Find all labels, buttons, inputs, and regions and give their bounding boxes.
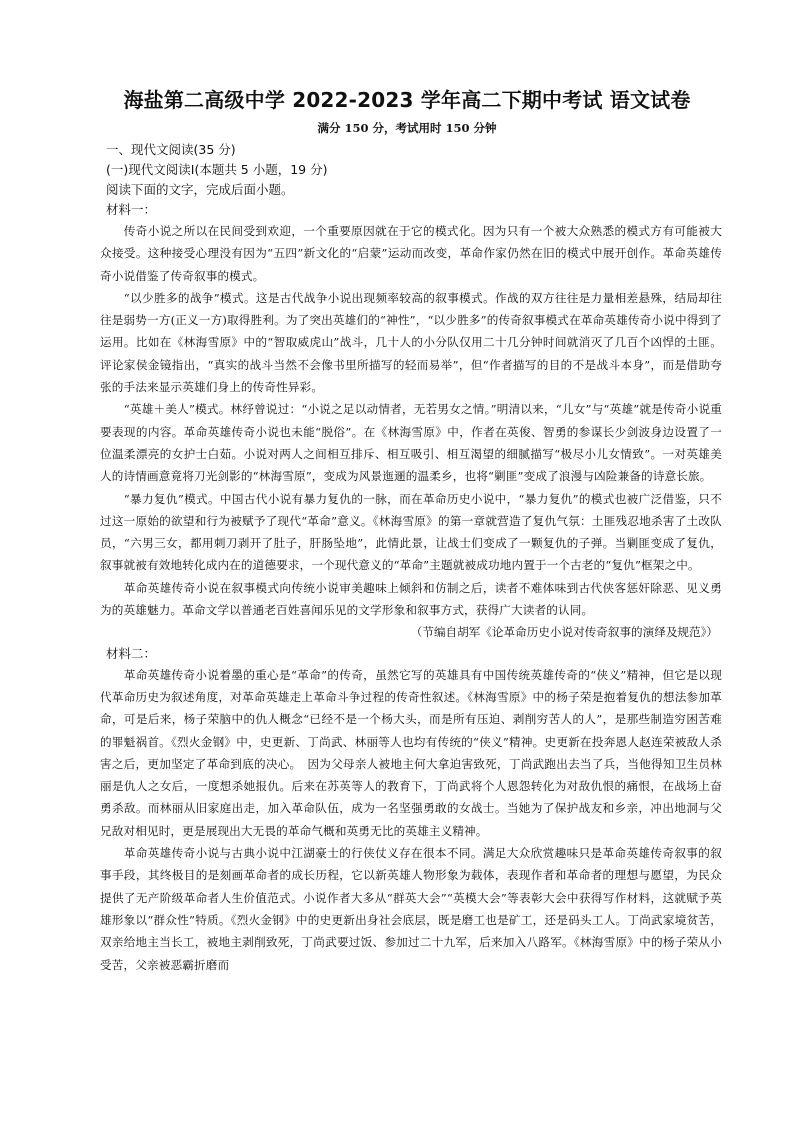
material-1-source: （节编自胡军《论革命历史小说对传奇叙事的演绎及规范》）: [410, 625, 718, 640]
material-2-label: 材料二：: [106, 645, 157, 661]
exam-meta: 满分 150 分，考试用时 150 分钟: [317, 121, 497, 135]
material-2-paragraph: 革命英雄传奇小说着墨的重心是“革命”的传奇，虽然它写的英雄具有中国传统英雄传奇的“侠义”精神，但它是以现代革命历史为叙述角度，对革命英雄走上革命斗争过程的传奇性叙述。《林海雪原》中的杨子荣是抱着复仇的想法参加革命，可是后来，杨子荣脑中的仇人概念“已经不是一个杨大头，而是所有压迫、剥削穷苦人的人”，是那些制造穷困苦难的罪魁祸首。《烈火金钢》中，史更新、丁尚武、林丽等人也均有传统的“侠义”精神。史更新在投奔恩人赵连荣被敌人杀害之后，更加坚定了革命到底的决心。 因为父母亲人被地主何大拿迫害致死，丁尚武跑出去当了兵，当他得知卫生员林丽是仇人之女后，一度想杀她报仇。后来在苏英等人的教育下，丁尚武将个人恩怨转化为对敌仇恨的痛恨，在战场上奋勇杀敌。而林丽从旧家庭出走，加入革命队伍，成为一名坚强勇敢的女战士。当她为了保护战友和乡亲，冲出地洞与父兄敌对相见时，更是展现出大无畏的革命气概和英勇无比的英雄主义精神。: [100, 667, 722, 838]
material-2-paragraph: 革命英雄传奇小说与古典小说中江湖豪士的行侠仗义存在很本不同。满足大众欣赏趣味只是革命英雄传奇叙事的叙事手段，其终极目的是刻画革命者的成长历程，它以新英雄人物形象为载体，表现作者和革命者的理想与愿望，为民众提供了无产阶级革命者人生价值范式。小说作者大多从“群英大会”“英模大会”等表彰大会中获得写作材料，这就赋予英雄形象以“群众性”特质。《烈火金钢》中的史更新出身社会底层，既是磨工也是矿工，还是码头工人。丁尚武家境贫苦，双亲给地主当长工，被地主剥削致死，丁尚武要过饭、参加过二十九军，后来加入八路军。《林海雪原》中的杨子荣从小受苦，父亲被恶霸折磨而: [100, 846, 722, 972]
material-1-paragraph: “暴力复仇”模式。中国古代小说有暴力复仇的一脉，而在革命历史小说中，“暴力复仇”的模式也被广泛借鉴，只不过这一原始的欲望和行为被赋予了现代“革命”意义。《林海雪原》的第一章就营造了复仇气氛：土匪残忍地杀害了土改队员，“六男三女，都用刺刀剥开了肚子，肝肠坠地”，此情此景，让战士们变成了一颗复仇的子弹。当剿匪变成了复仇，叙事就被有效地转化成内在的道德要求，一个现代意义的“革命”主题就被成功地内置于一个古老的“复仇”框架之中。: [100, 491, 722, 573]
material-1-paragraph: 革命英雄传奇小说在叙事模式向传统小说审美趣味上倾斜和仿制之后，读者不难体味到古代侠客惩奸除恶、见义勇为的英雄魅力。革命文学以普通老百姓喜闻乐见的文学形象和叙事方式，获得广大读者的认同。: [100, 580, 722, 618]
material-1-paragraph: “以少胜多的战争”模式。这是古代战争小说出现频率较高的叙事模式。作战的双方往往是力量相差悬殊，结局却往往是弱势一方(正义一方)取得胜利。为了突出英雄们的“神性”，“以少胜多”的传奇叙事模式在革命英雄传奇小说中得到了运用。比如在《林海雪原》中的“智取威虎山”战斗，几十人的小分队仅用二十几分钟时间就消灭了几百个凶悍的土匪。评论家侯金镜指出，“真实的战斗当然不会像书里所描写的轻而易举”，但“作者描写的目的不是战斗本身”，而是借助夸张的手法来显示英雄们身上的传奇性异彩。: [100, 290, 722, 395]
material-1-paragraph: 传奇小说之所以在民间受到欢迎，一个重要原因就在于它的模式化。因为只有一个被大众熟悉的模式方有可能被大众接受。这种接受心理没有因为“五四”新文化的“启蒙”运动而改变，革命作家仍然在旧的模式中展开创作。革命英雄传奇小说借鉴了传奇叙事的模式。: [100, 224, 722, 283]
material-1-paragraph: “英雄＋美人”模式。林纾曾说过：“小说之足以动情者，无若男女之情。”明清以来，“儿女”与“英雄”就是传奇小说重要表现的内容。革命英雄传奇小说也未能“脱俗”。在《林海雪原》中，作者在英俊、智勇的参谋长少剑波身边设置了一位温柔漂亮的女护士白茹。小说对两人之间相互排斥、相互吸引、相互渴望的细腻描写“极尽小儿女情致”。一对英雄美人的诗情画意竟将刀光剑影的“林海雪原”，变成为风景迤逦的温柔乡，也将“剿匪”变成了浪漫与凶险兼备的诗意长旅。: [100, 402, 722, 484]
section-heading: 一、现代文阅读(35 分): [106, 142, 236, 157]
material-1-label: 材料一：: [106, 202, 157, 217]
page-title: 海盐第二高级中学 2022-2023 学年高二下期中考试 语文试卷: [123, 88, 691, 112]
subsection-heading: (一)现代文阅读Ⅰ(本题共 5 小题，19 分): [106, 162, 328, 177]
reading-instruction: 阅读下面的文字，完成后面小题。: [106, 182, 294, 197]
